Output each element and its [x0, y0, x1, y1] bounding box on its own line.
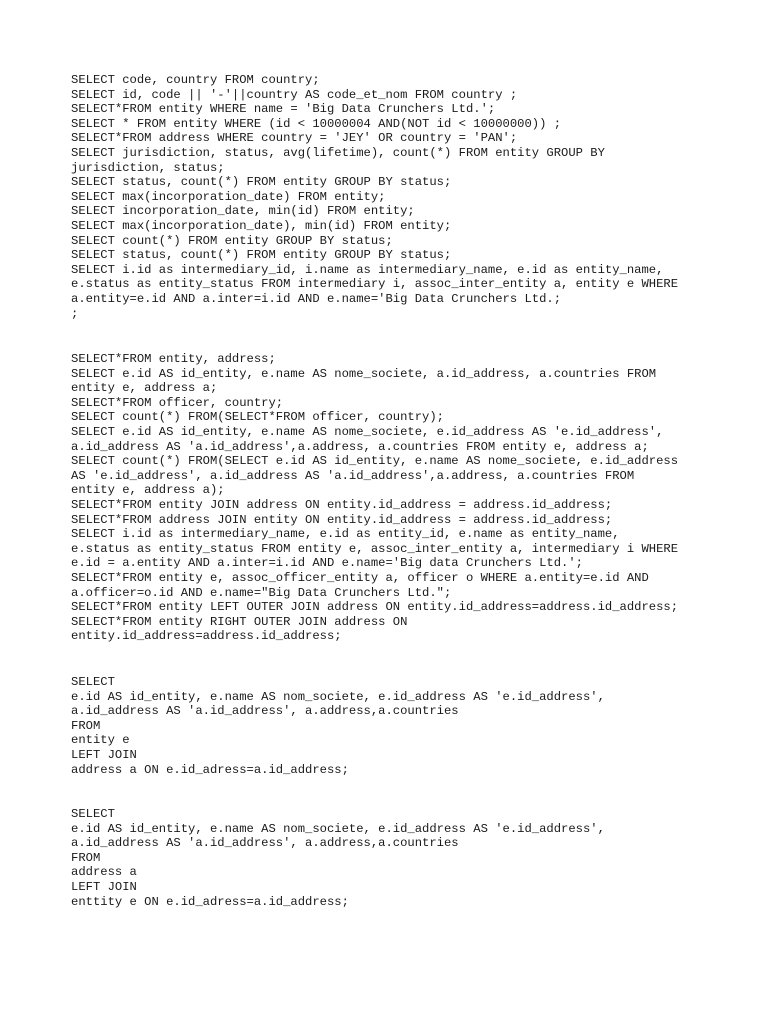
sql-line: e.id AS id_entity, e.name AS nom_societe, e.id_address AS 'e.id_address',	[71, 821, 605, 836]
sql-line: a.entity=e.id AND a.inter=i.id AND e.name='Big Data Crunchers Ltd.;	[71, 291, 562, 306]
sql-line: SELECT e.id AS id_entity, e.name AS nome_societe, e.id_address AS 'e.id_address',	[71, 424, 664, 439]
sql-line: FROM	[71, 718, 101, 733]
sql-code-block-4	[71, 807, 605, 909]
sql-line: SELECT max(incorporation_date) FROM entity;	[71, 189, 386, 204]
sql-line: LEFT JOIN	[71, 747, 137, 762]
sql-line: SELECT e.id AS id_entity, e.name AS nome_societe, a.id_address, a.countries FROM	[71, 366, 657, 381]
sql-line: ;	[71, 306, 79, 321]
sql-line: SELECT max(incorporation_date), min(id) FROM entity;	[71, 218, 452, 233]
sql-line: SELECT	[71, 807, 115, 821]
sql-line: address a	[71, 865, 137, 880]
sql-line: SELECT incorporation_date, min(id) FROM entity;	[71, 204, 415, 219]
sql-line: a.id_address AS 'a.id_address', a.address,a.countries	[71, 836, 459, 851]
sql-code-block-3	[71, 675, 605, 777]
sql-line: SELECT status, count(*) FROM entity GROUP BY status;	[71, 175, 452, 190]
sql-line: e.status as entity_status FROM intermediary i, assoc_inter_entity a, entity e WHERE	[71, 277, 679, 292]
sql-line: jurisdiction, status;	[71, 160, 225, 175]
sql-line: FROM	[71, 850, 101, 865]
sql-line: AS 'e.id_address', a.id_address AS 'a.id_address',a.address, a.countries FROM	[71, 468, 635, 483]
sql-line: SELECT id, code || '-'||country AS code_et_nom FROM country ;	[71, 87, 518, 102]
sql-line: enttity e ON e.id_adress=a.id_address;	[71, 894, 349, 909]
sql-line: entity e, address a;	[71, 381, 218, 396]
sql-line: e.status as entity_status FROM entity e, assoc_inter_entity a, intermediary i WHERE	[71, 541, 679, 556]
sql-line: SELECT*FROM entity RIGHT OUTER JOIN address ON	[71, 614, 408, 629]
sql-line: address a ON e.id_adress=a.id_address;	[71, 762, 349, 777]
sql-line: LEFT JOIN	[71, 879, 137, 894]
sql-line: SELECT count(*) FROM(SELECT e.id AS id_entity, e.name AS nome_societe, e.id_address	[71, 454, 679, 469]
sql-line: SELECT i.id as intermediary_id, i.name as intermediary_name, e.id as entity_name,	[71, 262, 664, 277]
sql-line: entity e, address a);	[71, 483, 225, 498]
sql-line: SELECT code, country FROM country;	[71, 73, 320, 87]
sql-line: SELECT status, count(*) FROM entity GROUP BY status;	[71, 248, 452, 263]
sql-line: SELECT count(*) FROM entity GROUP BY status;	[71, 233, 393, 248]
sql-line: SELECT * FROM entity WHERE (id < 10000004 AND(NOT id < 10000000)) ;	[71, 116, 562, 131]
sql-line: SELECT*FROM address JOIN entity ON entity.id_address = address.id_address;	[71, 512, 613, 527]
sql-line: a.id_address AS 'a.id_address', a.address,a.countries	[71, 704, 459, 719]
sql-line: SELECT*FROM entity, address;	[71, 352, 276, 366]
sql-code-block-2	[71, 352, 678, 644]
sql-line: e.id AS id_entity, e.name AS nom_societe, e.id_address AS 'e.id_address',	[71, 689, 605, 704]
sql-line: SELECT*FROM entity LEFT OUTER JOIN address ON entity.id_address=address.id_address;	[71, 600, 679, 615]
sql-line: e.id = a.entity AND a.inter=i.id AND e.name='Big data Crunchers Ltd.';	[71, 556, 583, 571]
sql-line: SELECT	[71, 675, 115, 689]
sql-line: SELECT count(*) FROM(SELECT*FROM officer, country);	[71, 410, 444, 425]
sql-line: SELECT jurisdiction, status, avg(lifetime), count(*) FROM entity GROUP BY	[71, 145, 605, 160]
sql-line: SELECT i.id as intermediary_name, e.id as entity_id, e.name as entity_name,	[71, 527, 620, 542]
sql-line: SELECT*FROM entity JOIN address ON entity.id_address = address.id_address;	[71, 497, 613, 512]
sql-line: a.id_address AS 'a.id_address',a.address, a.countries FROM entity e, address a;	[71, 439, 649, 454]
sql-line: SELECT*FROM address WHERE country = 'JEY' OR country = 'PAN';	[71, 131, 518, 146]
sql-line: entity.id_address=address.id_address;	[71, 629, 342, 644]
sql-line: SELECT*FROM entity WHERE name = 'Big Data Crunchers Ltd.';	[71, 102, 496, 117]
sql-code-block-1	[71, 73, 678, 321]
sql-line: SELECT*FROM officer, country;	[71, 395, 284, 410]
sql-line: entity e	[71, 733, 130, 748]
sql-line: SELECT*FROM entity e, assoc_officer_entity a, officer o WHERE a.entity=e.id AND	[71, 570, 649, 585]
sql-line: a.officer=o.id AND e.name="Big Data Crunchers Ltd.";	[71, 585, 452, 600]
